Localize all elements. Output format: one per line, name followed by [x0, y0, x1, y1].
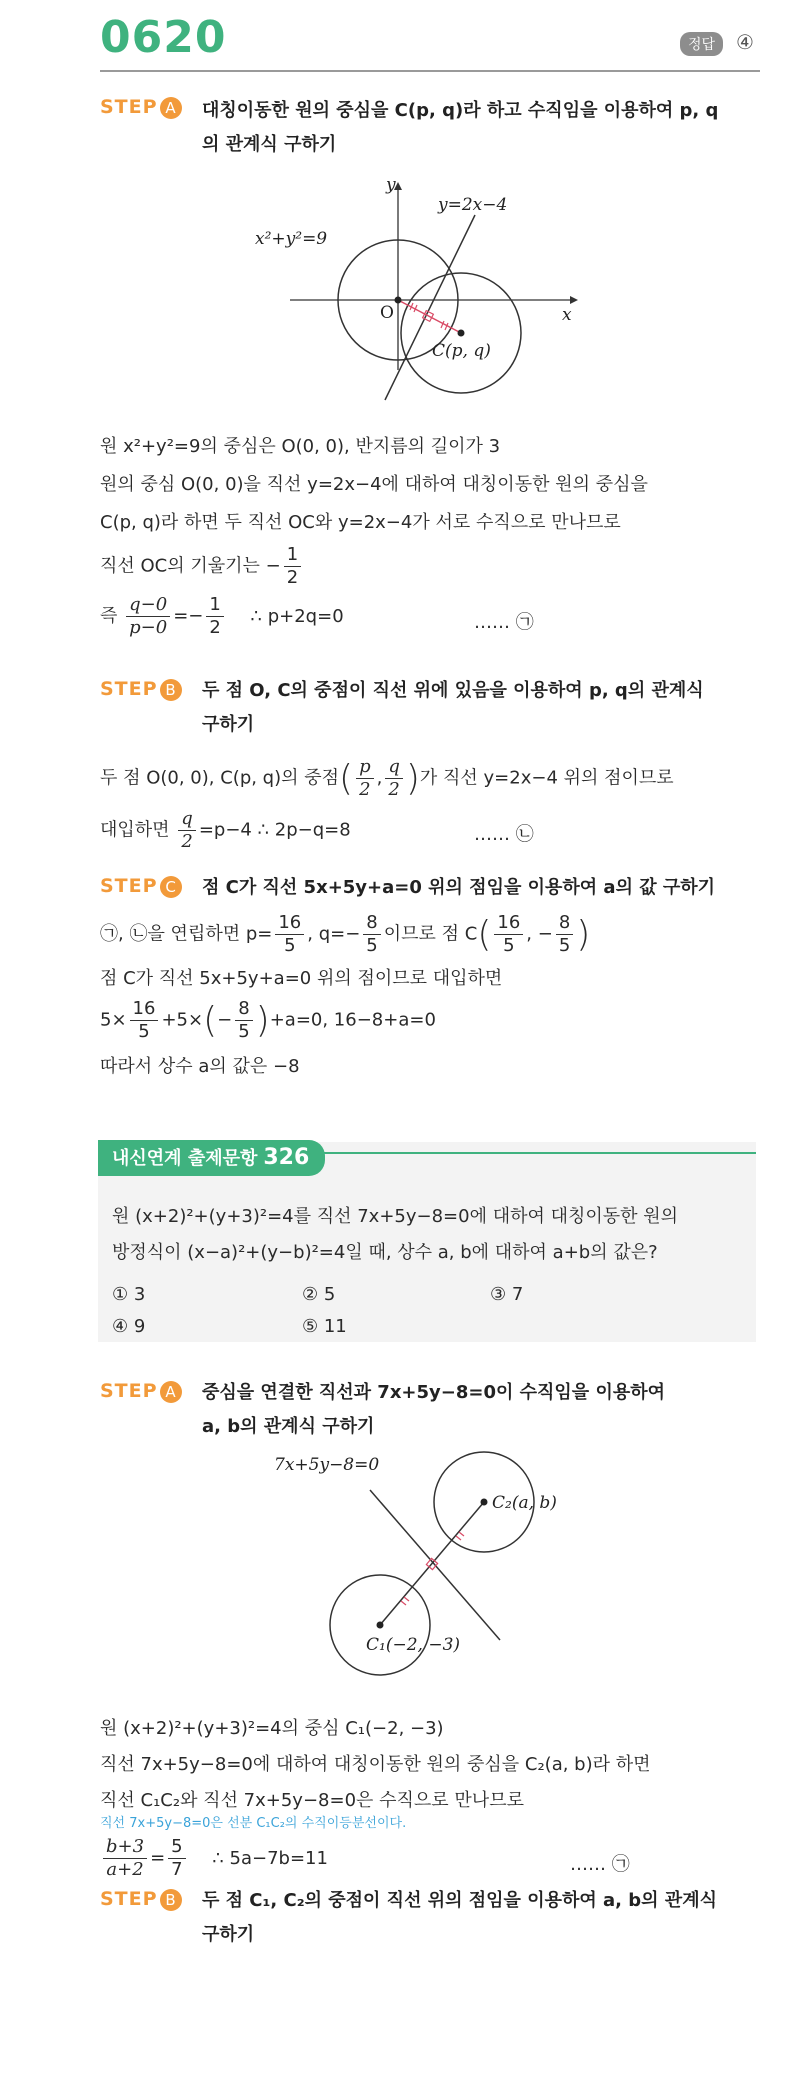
step-c-tag: STEP C: [100, 875, 182, 898]
point-o: [395, 297, 402, 304]
step-a-line-3: C(p, q)라 하면 두 직선 OC와 y=2x−4가 서로 수직으로 만나므로: [100, 512, 621, 533]
label-y: y: [386, 175, 396, 195]
step-a-mark: …… ㉠: [474, 612, 534, 633]
segment-oc: [398, 300, 461, 333]
step-c-title: 점 C가 직선 5x+5y+a=0 위의 점임을 이용하여 a의 값 구하기: [202, 877, 716, 898]
step-c-line-2: 점 C가 직선 5x+5y+a=0 위의 점이므로 대입하면: [100, 968, 503, 989]
figure-reflected-circles-2: [270, 1450, 590, 1690]
x-axis-arrow: [570, 296, 578, 304]
step-a2-line-3: 직선 C₁C₂와 직선 7x+5y−8=0은 수직으로 만나므로: [100, 1790, 524, 1811]
problem-number: 0620: [100, 12, 227, 63]
step-a-line-1: 원 x²+y²=9의 중심은 O(0, 0), 반지름의 길이가 3: [100, 436, 501, 457]
choice-1[interactable]: ① 3: [112, 1284, 146, 1305]
point-c1: [377, 1622, 384, 1629]
label-line: y=2x−4: [438, 195, 508, 215]
step-b-tag: STEP B: [100, 678, 182, 701]
step-a-tag: STEP A: [100, 96, 182, 119]
step-a2-title: 중심을 연결한 직선과 7x+5y−8=0이 수직임을 이용하여 a, b의 관계식 구하기: [202, 1382, 666, 1437]
step-a2-tag: STEP A: [100, 1380, 182, 1403]
related-problem-tag: 내신연계 출제문항 326: [98, 1140, 325, 1176]
figure-symmetric-circles: [250, 170, 580, 410]
step-a2-note: 직선 7x+5y−8=0은 선분 C₁C₂의 수직이등분선이다.: [100, 1816, 407, 1831]
label-c2: C₂(a, b): [492, 1493, 557, 1513]
related-question-line-1: 원 (x+2)²+(y+3)²=4를 직선 7x+5y−8=0에 대하여 대칭이동한 원의: [112, 1206, 679, 1227]
label-x: x: [562, 305, 572, 325]
step-a2-line-1: 원 (x+2)²+(y+3)²=4의 중심 C₁(−2, −3): [100, 1718, 444, 1739]
header-divider: [100, 70, 760, 72]
choice-5[interactable]: ⑤ 11: [302, 1316, 347, 1337]
label-point-c: C(p, q): [432, 341, 491, 361]
related-question-line-2: 방정식이 (x−a)²+(y−b)²=4일 때, 상수 a, b에 대하여 a+b의 값은?: [112, 1242, 658, 1263]
step-b2-tag: STEP B: [100, 1888, 182, 1911]
step-c-line-3: 5× $\frac{16}{5}$ +5×(− $\frac{8}{5}$ )+a=0, 16−8+a=0: [100, 998, 436, 1042]
choice-2[interactable]: ② 5: [302, 1284, 336, 1305]
step-c-line-4: 따라서 상수 a의 값은 −8: [100, 1056, 300, 1077]
label-o: O: [380, 303, 394, 323]
step-a-line-4: 직선 OC의 기울기는 − $\frac{1}{2}$: [100, 544, 304, 589]
step-a-line-2: 원의 중심 O(0, 0)을 직선 y=2x−4에 대하여 대칭이동한 원의 중심을: [100, 474, 648, 495]
step-b-mark: …… ㉡: [474, 824, 534, 845]
step-a-line-5: 즉 $\frac{q-0}{p-0}$ =− $\frac{1}{2}$ ∴ p+2q=0: [100, 594, 344, 638]
label-line-2: 7x+5y−8=0: [274, 1455, 380, 1475]
step-a2-line-2: 직선 7x+5y−8=0에 대하여 대칭이동한 원의 중심을 C₂(a, b)라 하면: [100, 1754, 651, 1775]
step-b-title: 두 점 O, C의 중점이 직선 위에 있음을 이용하여 p, q의 관계식 구하기: [202, 680, 704, 735]
step-a2-mark: …… ㉠: [570, 1854, 630, 1875]
answer-value: ④: [736, 30, 754, 54]
choice-3[interactable]: ③ 7: [490, 1284, 524, 1305]
step-b-line-1: 두 점 O(0, 0), C(p, q)의 중점( $\frac{p}{2}$ , $\frac{q}{2}$ )가 직선 y=2x−4 위의 점이므로: [100, 756, 674, 800]
label-c1: C₁(−2, −3): [366, 1635, 461, 1655]
point-c2: [481, 1499, 488, 1506]
step-a-title: 대칭이동한 원의 중심을 C(p, q)라 하고 수직임을 이용하여 p, q 의 관계식 구하기: [202, 100, 719, 155]
point-c: [458, 330, 465, 337]
label-circle: x²+y²=9: [255, 229, 328, 249]
answer-badge: 정답: [680, 32, 723, 56]
choice-4[interactable]: ④ 9: [112, 1316, 146, 1337]
step-b2-title: 두 점 C₁, C₂의 중점이 직선 위의 점임을 이용하여 a, b의 관계식 구하기: [202, 1890, 717, 1945]
step-c-line-1: ㉠, ㉡을 연립하면 p= $\frac{16}{5}$ , q=− $\frac{8}{5}$ 이므로 점 C( $\frac{16}{5}$ , − $\frac{8}{5}$ ): [100, 912, 591, 956]
step-a2-line-4: $\frac{b+3}{a+2}$ = $\frac{5}{7}$ ∴ 5a−7b=11: [100, 1836, 328, 1881]
step-b-line-2: 대입하면 $\frac{q}{2}$ =p−4 ∴ 2p−q=8: [100, 808, 351, 852]
